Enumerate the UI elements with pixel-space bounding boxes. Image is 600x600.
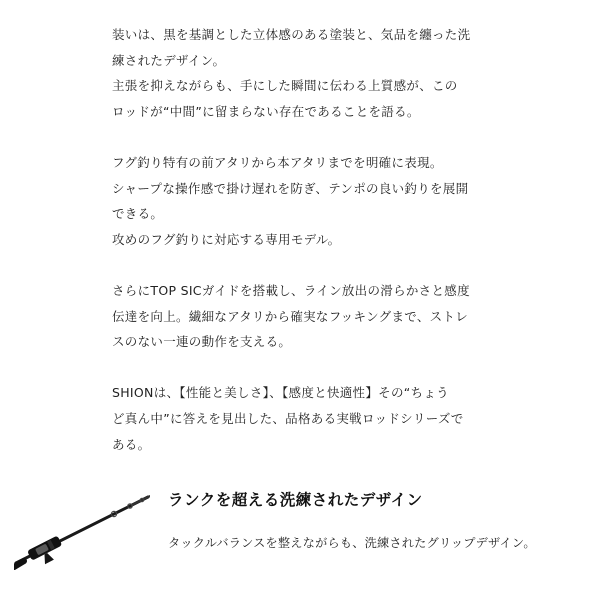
description-line: フグ釣り特有の前アタリから本アタリまでを明確に表現。	[112, 154, 443, 170]
description-line: スのない一連の動作を支える。	[112, 334, 292, 350]
description-line: SHIONは、【性能と美しさ】、【感度と快適性】その“ちょう	[112, 385, 449, 401]
description-line: 攻めのフグ釣りに対応する専用モデル。	[112, 231, 341, 247]
description-paragraph-1	[112, 22, 492, 124]
description-line: さらにTOP SICガイドを搭載し、ライン放出の滑らかさと感度	[112, 282, 470, 298]
description-line: できる。	[112, 206, 164, 222]
product-description	[112, 22, 492, 457]
feature-heading: ランクを超える洗練されたデザイン	[168, 491, 423, 509]
description-paragraph-3	[112, 278, 492, 355]
description-line: シャープな操作感で掛け遅れを防ぎ、テンポの良い釣りを展開	[112, 180, 469, 196]
description-paragraph-4	[112, 380, 492, 457]
feature-text: タックルバランスを整えながらも、洗練されたグリップデザイン。	[168, 536, 536, 550]
description-line: 練されたデザイン。	[112, 52, 226, 68]
fishing-rod-photo	[14, 487, 150, 575]
description-paragraph-2	[112, 150, 492, 252]
description-line: 主張を抑えながらも、手にした瞬間に伝わる上質感が、この	[112, 78, 458, 94]
description-line: ど真ん中”に答えを見出した、品格ある実戦ロッドシリーズで	[112, 410, 464, 426]
description-line: ある。	[112, 436, 151, 452]
feature-section	[0, 478, 600, 588]
description-line: 装いは、黒を基調とした立体感のある塗装と、気品を纏った洗	[112, 27, 471, 42]
description-line: ロッドが“中間”に留まらない存在であることを語る。	[112, 103, 420, 119]
description-line: 伝達を向上。繊細なアタリから確実なフッキングまで、ストレ	[112, 308, 469, 324]
